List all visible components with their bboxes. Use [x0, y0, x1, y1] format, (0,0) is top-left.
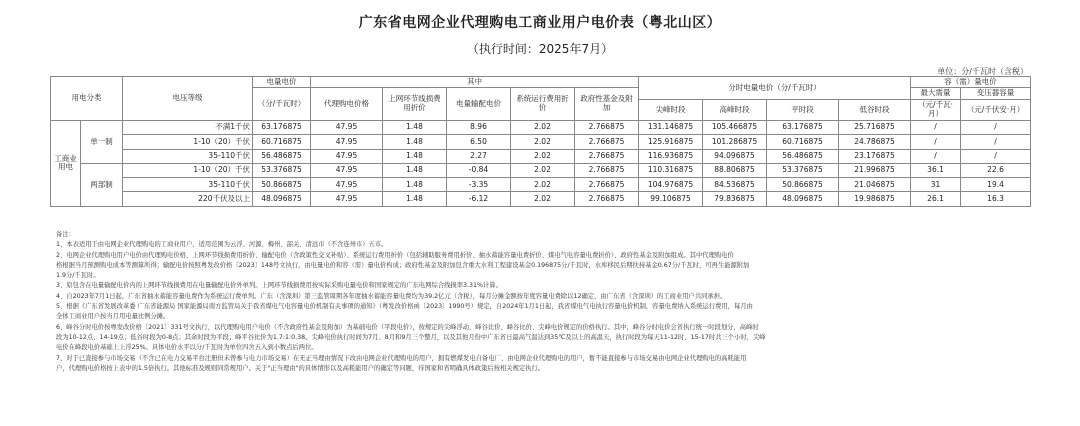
note-line: 电价在峰段电价基础上上浮25%。具体电价水平以分/千瓦时为单位四舍五入到小数点后两位。 [56, 344, 318, 352]
cell-voltage: 不满1千伏 [123, 121, 253, 135]
cell-peak: 125.916875 [639, 135, 703, 149]
execution-time: （执行时间：2025年7月） [466, 42, 614, 56]
note-line: 1、本表适用于由电网企业代理购电的工商业用户，适用范围为云浮、河源、梅州、韶关、清远市（不含连州市）五市。 [56, 241, 388, 249]
cell-cap: 19.4 [961, 178, 1031, 192]
cell-trans: -6.12 [447, 192, 511, 206]
header-among: 其中 [311, 77, 639, 88]
cell-flat: 56.486875 [767, 149, 839, 163]
header-gov-fund: 政府性基金及附加 [575, 88, 639, 121]
cell-loss: 1.48 [383, 163, 447, 177]
table-row [51, 149, 1031, 163]
table-row [51, 121, 1031, 135]
cell-fund: 2.766875 [575, 178, 639, 192]
cell-proxy: 47.95 [311, 178, 383, 192]
cell-flat: 53.376875 [767, 163, 839, 177]
cell-demand: / [911, 121, 961, 135]
note-line: 全体工商业用户按当月用电量比例分摊。 [56, 313, 170, 321]
note-line: 2、电网企业代理购电用户电价由代理购电价格、上网环节线损费用折价、输配电价（含政策性交叉补贴）、系统运行费用折价（包括辅助服务费用折价、抽水蓄能容量电费折价、煤电气电容量电费折价）、政府性基金及附加组成。其中代理购电价 [56, 251, 734, 259]
cell-low: 19.986875 [839, 192, 911, 206]
cell-price: 50.866875 [253, 178, 311, 192]
cell-sys: 2.02 [511, 149, 575, 163]
header-price-unit: （分/千瓦时） [253, 88, 311, 121]
note-line: 5、根据《广东省发展改革委 广东省能源局 国家能源局南方监管局关于我省煤电气电容量电价机制有关事项的通知》（粤发改价格函〔2023〕1990号）规定，自2024年1月1日起，我省煤电气电执行容量电价机制，容量电费纳入系统运行费用，每月由 [56, 303, 753, 311]
cell-loss: 1.48 [383, 192, 447, 206]
cell-trans: -0.84 [447, 163, 511, 177]
cell-high: 84.536875 [703, 178, 767, 192]
cell-high: 88.806875 [703, 163, 767, 177]
note-line: 3、原包含在电量输配电价内的上网环节线损费用在电量输配电价外单列。上网环节线损费用按实际采购电量电价和国家规定的广东电网综合线损率3.31%计算。 [56, 282, 502, 290]
cell-price: 63.176875 [253, 121, 311, 135]
cell-cap: 22.6 [961, 163, 1031, 177]
cell-fund: 2.766875 [575, 121, 639, 135]
cell-price: 53.376875 [253, 163, 311, 177]
cell-peak: 104.976875 [639, 178, 703, 192]
cell-proxy: 47.95 [311, 135, 383, 149]
table-row [51, 178, 1031, 192]
price-table [50, 76, 1031, 207]
table-row [51, 135, 1031, 149]
header-peak: 尖峰时段 [639, 100, 703, 121]
notes [56, 230, 1028, 374]
cell-flat: 48.096875 [767, 192, 839, 206]
note-line: 7、对于已直接参与市场交易（不含已在电力交易平台注册但未曾参与电力市场交易）在无正当理由情况下改由电网企业代理购电的用户，拥有燃煤发电自备电厂、由电网企业代理购电的用户，暂不能直接参与市场交易由电网企业代理购电的高耗能用 [56, 354, 747, 362]
group-name: 两部制 [81, 163, 123, 206]
header-proxy-price: 代理购电价格 [311, 88, 383, 121]
cell-loss: 1.48 [383, 135, 447, 149]
header-price-group: 电量电价 [253, 77, 311, 88]
cell-sys: 2.02 [511, 178, 575, 192]
category-main: 工商业用电 [51, 121, 81, 207]
cell-demand: 36.1 [911, 163, 961, 177]
cell-trans: 2.27 [447, 149, 511, 163]
cell-demand: 31 [911, 178, 961, 192]
cell-trans: -3.35 [447, 178, 511, 192]
header-transformer-unit: （元/千伏安·月） [961, 100, 1031, 121]
cell-low: 23.176875 [839, 149, 911, 163]
cell-sys: 2.02 [511, 163, 575, 177]
cell-voltage: 1-10（20）千伏 [123, 163, 253, 177]
cell-high: 79.836875 [703, 192, 767, 206]
header-max-demand-unit: （元/千瓦·月） [911, 100, 961, 121]
note-line: 1.9分/千瓦时。 [56, 272, 100, 280]
cell-demand: / [911, 135, 961, 149]
header-category: 用电分类 [51, 77, 123, 121]
cell-trans: 6.50 [447, 135, 511, 149]
header-high: 高峰时段 [703, 100, 767, 121]
cell-low: 25.716875 [839, 121, 911, 135]
cell-peak: 110.316875 [639, 163, 703, 177]
cell-cap: / [961, 135, 1031, 149]
cell-sys: 2.02 [511, 192, 575, 206]
page-title: 广东省电网企业代理购电工商业用户电价表（粤北山区） [358, 15, 722, 31]
cell-flat: 60.716875 [767, 135, 839, 149]
table-row [51, 192, 1031, 206]
note-line: 户，代理购电价格按上表中的1.5倍执行。其他标准及规则同常规用户。关于"正当理由"的具体情形以及高耗能用户的确定等问题，待国家和省明确具体政策后按相关规定执行。 [56, 364, 545, 372]
cell-high: 101.286875 [703, 135, 767, 149]
cell-fund: 2.766875 [575, 149, 639, 163]
note-line: 段为10-12点、14-19点；低谷时段为0-8点；其余时段为平段；峰平谷比价为1.7:1:0.38。尖峰电价执行时间为7月、8月和9月三个整月，以及其他月份中广东省日最高气温达到35℃及以上的高温天，执行时段为每天11-12时、15-17时共三个小时，尖峰 [56, 333, 766, 341]
cell-cap: 16.3 [961, 192, 1031, 206]
cell-peak: 116.936875 [639, 149, 703, 163]
unit-label: 单位：分/千瓦时（含税） [937, 67, 1028, 76]
header-capacity-group: 容（需）量电价 [911, 77, 1031, 88]
cell-proxy: 47.95 [311, 163, 383, 177]
cell-sys: 2.02 [511, 135, 575, 149]
note-line: 6、峰谷分时电价按粤发改价格〔2021〕331号文执行，以代理购电用户电价（不含政府性基金及附加）为基础电价（平段电价），按规定的尖峰浮动、峰谷比价、峰谷比价、尖峰电价规定的价格执行。其中，峰谷分时电价会省执行统一时段划分，高峰时 [56, 323, 759, 331]
cell-flat: 50.866875 [767, 178, 839, 192]
table-row [51, 163, 1031, 177]
header-line-loss: 上网环节线损费用折价 [383, 88, 447, 121]
cell-loss: 1.48 [383, 121, 447, 135]
cell-low: 21.996875 [839, 163, 911, 177]
cell-sys: 2.02 [511, 121, 575, 135]
cell-high: 105.466875 [703, 121, 767, 135]
group-name: 单一制 [81, 121, 123, 164]
cell-cap: / [961, 121, 1031, 135]
cell-fund: 2.766875 [575, 163, 639, 177]
header-system-op: 系统运行费用折价 [511, 88, 575, 121]
cell-price: 48.096875 [253, 192, 311, 206]
cell-peak: 99.106875 [639, 192, 703, 206]
cell-proxy: 47.95 [311, 149, 383, 163]
cell-cap: / [961, 149, 1031, 163]
cell-fund: 2.766875 [575, 135, 639, 149]
header-flat: 平时段 [767, 100, 839, 121]
cell-voltage: 35-110千伏 [123, 178, 253, 192]
cell-low: 24.786875 [839, 135, 911, 149]
cell-low: 21.046875 [839, 178, 911, 192]
cell-peak: 131.146875 [639, 121, 703, 135]
note-line: 4、自2023年7月1日起，广东省抽水蓄能容量电费作为系统运行费单列。广东（含深圳）第三监管周期各年度抽水蓄能容量电费均为39.2亿元（含税），每月分摊金额按年度容量电费除以12确定，由广东省（含深圳）的工商业用户共同承担。 [56, 292, 727, 300]
cell-trans: 8.96 [447, 121, 511, 135]
cell-voltage: 35-110千伏 [123, 149, 253, 163]
header-max-demand: 最大需量 [911, 88, 961, 100]
cell-loss: 1.48 [383, 149, 447, 163]
cell-loss: 1.48 [383, 178, 447, 192]
header-tou-group: 分时电量电价（分/千瓦时） [639, 77, 911, 100]
cell-demand: 26.1 [911, 192, 961, 206]
cell-price: 60.716875 [253, 135, 311, 149]
header-transformer: 变压器容量 [961, 88, 1031, 100]
cell-fund: 2.766875 [575, 192, 639, 206]
cell-proxy: 47.95 [311, 121, 383, 135]
cell-flat: 63.176875 [767, 121, 839, 135]
note-line: 格根据当月预测购电成本等测算所得；输配电价按照粤发改价格〔2023〕148号文执行，由电量电价和容（需）量电价构成；政府性基金及附加包含重大水利工程建设基金0.196875分/千瓦时，水库移民后期扶持基金0.67分/千瓦时，可再生能源附加 [56, 261, 750, 269]
cell-voltage: 220千伏及以上 [123, 192, 253, 206]
cell-demand: / [911, 149, 961, 163]
header-low: 低谷时段 [839, 100, 911, 121]
cell-high: 94.096875 [703, 149, 767, 163]
note-line: 备注： [56, 231, 75, 238]
header-voltage: 电压等级 [123, 77, 253, 121]
header-transmission: 电量输配电价 [447, 88, 511, 121]
cell-voltage: 1-10（20）千伏 [123, 135, 253, 149]
cell-price: 56.486875 [253, 149, 311, 163]
cell-proxy: 47.95 [311, 192, 383, 206]
